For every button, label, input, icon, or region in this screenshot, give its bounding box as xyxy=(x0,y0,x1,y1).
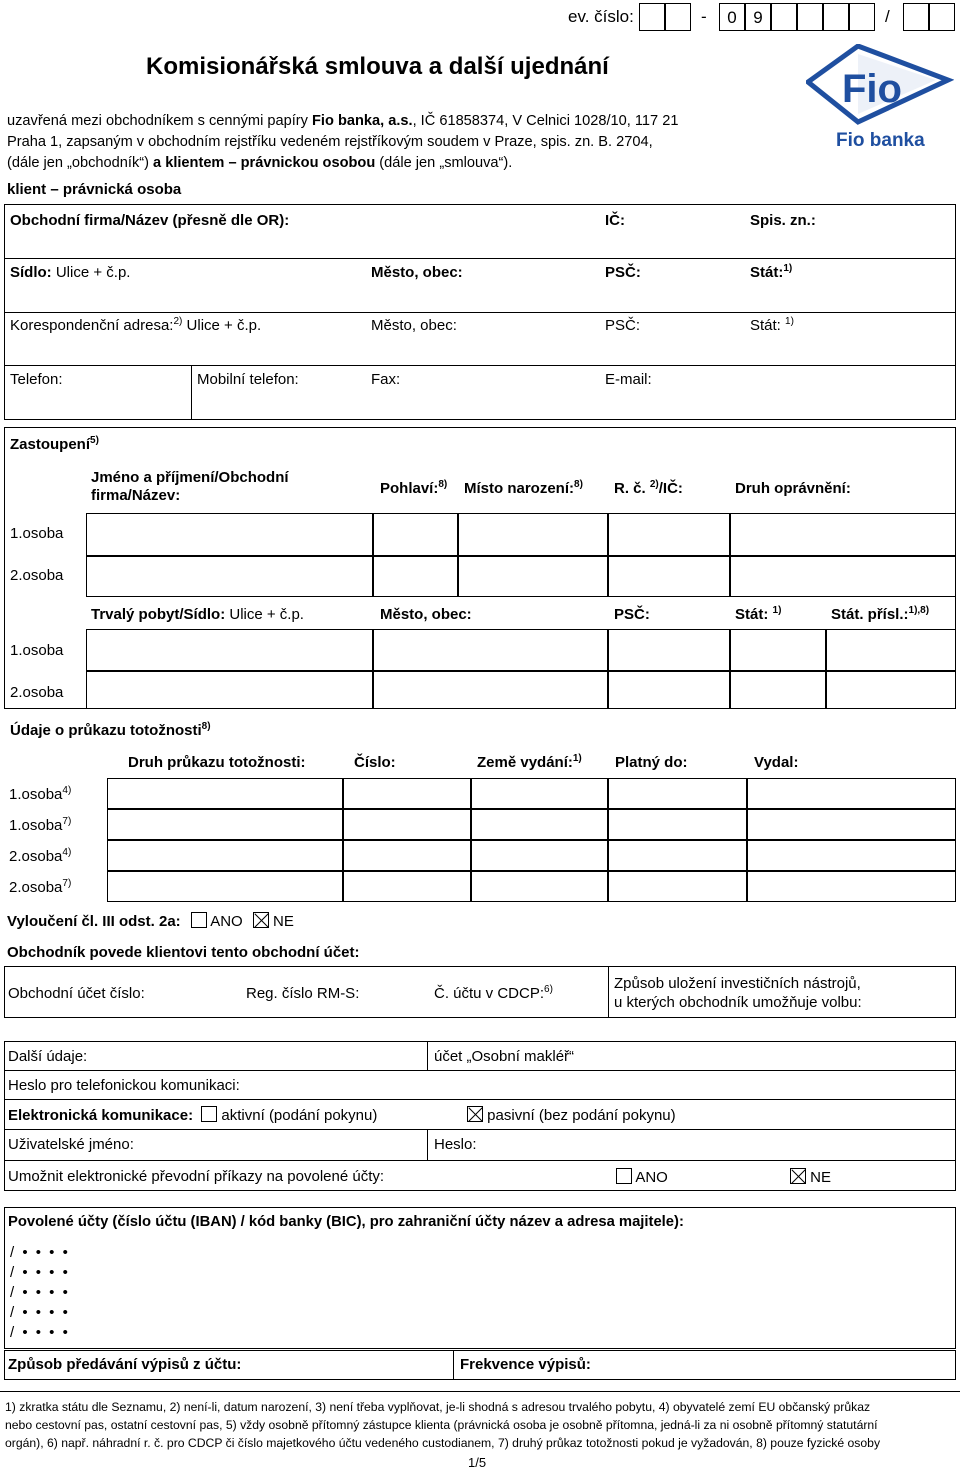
fio-logo xyxy=(806,44,954,152)
custody-method-field[interactable]: Způsob uložení investičních nástrojů, u kterých obchodník umožňuje volbu: xyxy=(614,975,862,1011)
transfer-ne-option xyxy=(790,1168,831,1186)
person2-gender-input[interactable] xyxy=(373,556,458,597)
person1-label: 1.osoba xyxy=(10,525,64,542)
exclusion-ne-checkbox[interactable] xyxy=(253,912,269,928)
id-card-title: Údaje o průkazu totožnosti$^{8)}$ xyxy=(10,721,211,739)
person1-city-input[interactable] xyxy=(373,629,608,671)
id-card-input[interactable] xyxy=(343,840,471,871)
additional-info-field[interactable]: Další údaje: xyxy=(8,1048,88,1065)
footnote-line: orgán), 6) např. náhradní r. č. pro CDCP či číslo majetkového účtu vedeného custodianem, 7) druhý průkaz totožnosti pokud je vyžadován, 8) pouze fyzické osoby xyxy=(5,1436,881,1450)
transfer-ne-checkbox[interactable] xyxy=(790,1168,806,1184)
id-row-label: 1.osoba$^{4)}$ xyxy=(9,785,72,803)
contract-number-cell[interactable] xyxy=(665,3,691,31)
person1-country-input[interactable] xyxy=(730,629,826,671)
logo-caption: Fio banka xyxy=(836,130,925,151)
intro-line-1: uzavřená mezi obchodníkem s cennými papíry Fio banka, a.s., IČ 61858374, V Celnici 1028/10, 117 21 xyxy=(7,113,679,129)
exclusion-row xyxy=(7,912,294,930)
exclusion-ano-checkbox[interactable] xyxy=(191,912,207,928)
client-heading: klient – právnická osoba xyxy=(7,181,182,198)
allowed-account-line[interactable]: / • • • • xyxy=(10,1264,70,1281)
col-id-issuer: Vydal: xyxy=(754,754,799,771)
col-id-valid: Platný do: xyxy=(615,754,688,771)
person2-birthplace-input[interactable] xyxy=(458,556,608,597)
transfer-ne-label: NE xyxy=(810,1169,832,1186)
allowed-account-line[interactable]: / • • • • xyxy=(10,1284,70,1301)
id-card-input[interactable] xyxy=(471,809,608,840)
correspondence-address-field[interactable]: Korespondenční adresa:$^{2)}$ Ulice + č.p. xyxy=(10,316,262,334)
person1-label: 1.osoba xyxy=(10,642,64,659)
footnote-line: 1) zkratka státu dle Seznamu, 2) není-li, datum narození, 3) není třeba vyplňovat, je-li shodná s adresou trvalého pobytu, 4) obyvatelé zemí EU občanský průkaz xyxy=(5,1400,871,1414)
col-residence: Trvalý pobyt/Sídlo: Ulice + č.p. xyxy=(91,606,304,623)
logo-word: Fio xyxy=(842,67,902,111)
page-number: 1/5 xyxy=(468,1455,487,1469)
id-card-input[interactable] xyxy=(107,809,343,840)
col-citizenship: Stát. přísl.:$^{1),8)}$ xyxy=(831,605,930,623)
contract-number-cell[interactable] xyxy=(771,3,797,31)
account-heading: Obchodník povede klientovi tento obchodní účet: xyxy=(7,944,360,961)
person1-birthplace-input[interactable] xyxy=(458,513,608,556)
fio-logo-icon xyxy=(806,44,954,152)
person2-name-input[interactable] xyxy=(86,556,373,597)
id-row-label: 2.osoba$^{7)}$ xyxy=(9,878,72,896)
sidlo-field[interactable]: Sídlo: Ulice + č.p. xyxy=(10,264,131,281)
firm-name-field[interactable]: Obchodní firma/Název (přesně dle OR): xyxy=(10,212,290,229)
id-card-input[interactable] xyxy=(343,871,471,902)
contract-number-digit: 9 xyxy=(745,3,771,31)
person2-label: 2.osoba xyxy=(10,567,64,584)
contract-number-digit: 0 xyxy=(719,3,745,31)
allowed-accounts-title: Povolené účty (číslo účtu (IBAN) / kód banky (BIC), pro zahraniční účty název a adresa majitele): xyxy=(8,1214,684,1230)
person2-label: 2.osoba xyxy=(10,684,64,701)
statement-frequency-field[interactable]: Frekvence výpisů: xyxy=(460,1356,591,1373)
contract-number-cell[interactable] xyxy=(639,3,665,31)
transfer-ano-label: ANO xyxy=(635,1169,668,1186)
contract-number-cell[interactable] xyxy=(797,3,823,31)
psc-field[interactable]: PSČ: xyxy=(605,264,641,281)
contract-number-cell[interactable] xyxy=(903,3,929,31)
person1-name-input[interactable] xyxy=(86,513,373,556)
id-card-input[interactable] xyxy=(608,871,747,902)
id-row-label: 1.osoba$^{7)}$ xyxy=(9,816,72,834)
id-row-label: 2.osoba$^{4)}$ xyxy=(9,847,72,865)
page-title: Komisionářská smlouva a další ujednání xyxy=(146,53,609,80)
exclusion-label: Vyloučení čl. III odst. 2a: xyxy=(7,913,181,930)
person2-street-input[interactable] xyxy=(86,671,373,709)
transfer-ano-option xyxy=(616,1168,668,1186)
col-name: Jméno a příjmení/Obchodní firma/Název: xyxy=(91,469,289,504)
id-card-input[interactable] xyxy=(608,840,747,871)
passive-option xyxy=(467,1106,676,1124)
active-checkbox[interactable] xyxy=(201,1106,217,1122)
exclusion-ano-label: ANO xyxy=(210,913,243,930)
col-id-number: Číslo: xyxy=(354,754,396,771)
personal-broker-field[interactable]: účet „Osobní makléř“ xyxy=(434,1048,575,1065)
person2-country-input[interactable] xyxy=(730,671,826,709)
col-rc: R. č. $^{2)}$/IČ: xyxy=(614,479,683,497)
id-card-input[interactable] xyxy=(747,778,956,809)
person1-authority-input[interactable] xyxy=(730,513,956,556)
person1-psc-input[interactable] xyxy=(608,629,730,671)
rms-number-field[interactable]: Reg. číslo RM-S: xyxy=(246,985,360,1002)
id-card-input[interactable] xyxy=(471,871,608,902)
corr-city-field[interactable]: Město, obec: xyxy=(371,317,457,334)
spis-zn-field[interactable]: Spis. zn.: xyxy=(750,212,816,229)
email-field[interactable]: E-mail: xyxy=(605,371,652,388)
person1-rc-input[interactable] xyxy=(608,513,730,556)
person2-citizenship-input[interactable] xyxy=(826,671,956,709)
ic-field[interactable]: IČ: xyxy=(605,212,625,229)
intro-line-3: (dále jen „obchodník“) a klientem – právnickou osobou (dále jen „smlouva“). xyxy=(7,155,513,171)
contract-number-slash: / xyxy=(885,7,890,26)
electronic-comm-row xyxy=(8,1106,377,1124)
col-res-psc: PSČ: xyxy=(614,606,650,623)
col-authority: Druh oprávnění: xyxy=(735,480,851,497)
id-card-input[interactable] xyxy=(471,778,608,809)
col-gender: Pohlaví:$^{8)}$ xyxy=(380,479,448,497)
person2-psc-input[interactable] xyxy=(608,671,730,709)
footnote-line: nebo cestovní pas, ostatní cestovní pas, 5) vždy osobně přítomný zástupce klienta (právnická osoba je osobně přítomna, jedná-li za ni osobně přítomný statutární xyxy=(5,1418,878,1432)
col-res-country: Stát: $^{1)}$ xyxy=(735,605,782,623)
active-label: aktivní (podání pokynu) xyxy=(221,1107,378,1124)
intro-text xyxy=(7,111,797,174)
electronic-comm-label: Elektronická komunikace: xyxy=(8,1107,194,1124)
person1-street-input[interactable] xyxy=(86,629,373,671)
representation-title: Zastoupení$^{5)}$ xyxy=(10,435,99,453)
person2-authority-input[interactable] xyxy=(730,556,956,597)
phone-field[interactable]: Telefon: xyxy=(10,371,63,388)
person2-city-input[interactable] xyxy=(373,671,608,709)
id-card-input[interactable] xyxy=(107,778,343,809)
intro-line-2: Praha 1, zapsaným v obchodním rejstříku vedeném rejstříkovým soudem v Praze, spis. zn. B. 2704, xyxy=(7,134,653,150)
corr-psc-field[interactable]: PSČ: xyxy=(605,317,641,334)
id-card-input[interactable] xyxy=(343,778,471,809)
fax-field[interactable]: Fax: xyxy=(371,371,401,388)
id-card-input[interactable] xyxy=(343,809,471,840)
corr-country-field[interactable]: Stát: $^{1)}$ xyxy=(750,316,794,334)
contract-number-cell[interactable] xyxy=(849,3,875,31)
contract-number-dash: - xyxy=(701,7,707,26)
id-card-input[interactable] xyxy=(107,871,343,902)
transfer-orders-label: Umožnit elektronické převodní příkazy na povolené účty: xyxy=(8,1168,385,1185)
person1-gender-input[interactable] xyxy=(373,513,458,556)
id-card-input[interactable] xyxy=(608,809,747,840)
mobile-field[interactable]: Mobilní telefon: xyxy=(197,371,299,388)
contract-number-cell[interactable] xyxy=(929,3,955,31)
id-card-input[interactable] xyxy=(107,840,343,871)
id-card-input[interactable] xyxy=(608,778,747,809)
transfer-ano-checkbox[interactable] xyxy=(616,1168,632,1184)
username-field[interactable]: Uživatelské jméno: xyxy=(8,1136,134,1153)
statement-delivery-field[interactable]: Způsob předávání výpisů z účtu: xyxy=(8,1356,242,1373)
account-number-field[interactable]: Obchodní účet číslo: xyxy=(8,985,145,1002)
passive-label: pasivní (bez podání pokynu) xyxy=(487,1107,676,1124)
allowed-account-line[interactable]: / • • • • xyxy=(10,1324,70,1341)
col-res-city: Město, obec: xyxy=(380,606,472,623)
col-id-country: Země vydání:$^{1)}$ xyxy=(477,753,582,771)
id-card-input[interactable] xyxy=(747,840,956,871)
password-field[interactable]: Heslo: xyxy=(434,1136,477,1153)
allowed-account-line[interactable]: / • • • • xyxy=(10,1304,70,1321)
passive-checkbox[interactable] xyxy=(467,1106,483,1122)
id-card-input[interactable] xyxy=(747,871,956,902)
person1-citizenship-input[interactable] xyxy=(826,629,956,671)
col-id-type: Druh průkazu totožnosti: xyxy=(128,754,306,771)
contract-number-cell[interactable] xyxy=(823,3,849,31)
cdcp-field[interactable]: Č. účtu v CDCP:$^{6)}$ xyxy=(434,984,553,1002)
person2-rc-input[interactable] xyxy=(608,556,730,597)
exclusion-ne-label: NE xyxy=(273,913,294,930)
phone-password-field[interactable]: Heslo pro telefonickou komunikaci: xyxy=(8,1077,240,1094)
contract-number-label: ev. číslo: xyxy=(568,7,634,26)
id-card-input[interactable] xyxy=(747,809,956,840)
country-field[interactable]: Stát:$^{1)}$ xyxy=(750,263,793,281)
city-field[interactable]: Město, obec: xyxy=(371,264,463,281)
allowed-account-line[interactable]: / • • • • xyxy=(10,1244,70,1261)
col-birthplace: Místo narození:$^{8)}$ xyxy=(464,479,583,497)
id-card-input[interactable] xyxy=(471,840,608,871)
